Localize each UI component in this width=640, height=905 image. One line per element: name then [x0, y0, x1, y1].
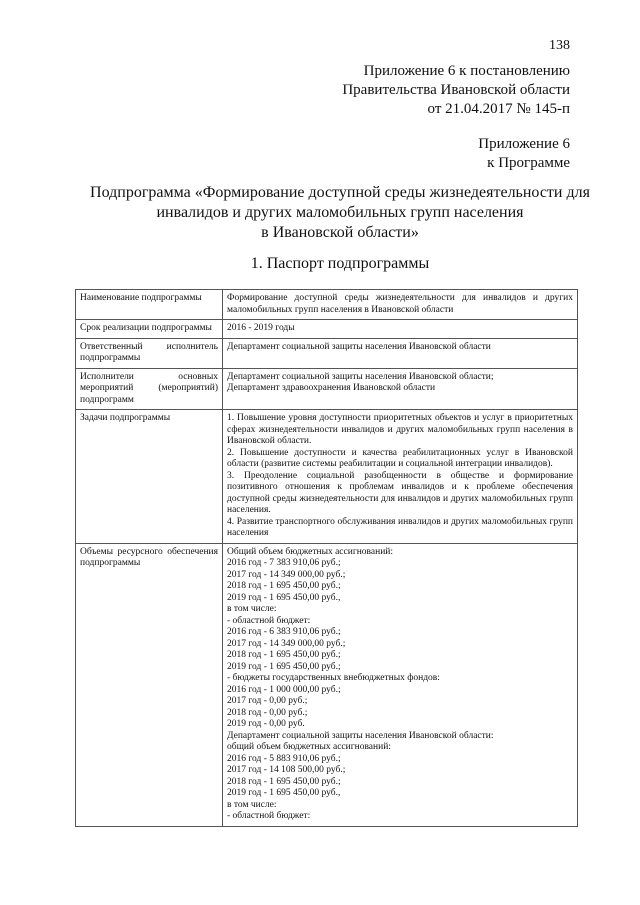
passport-row-label: Ответственный исполнитель подпрограммы: [76, 338, 223, 368]
passport-row-value: [223, 410, 578, 544]
passport-value-line: - бюджеты государственных внебюджетных фондов:: [227, 673, 440, 683]
passport-row-label: Срок реализации подпрограммы: [76, 320, 223, 339]
passport-row: [76, 290, 578, 320]
program-attachment: [478, 135, 570, 173]
passport-row-value: [223, 543, 578, 826]
passport-value-line: Общий объем бюджетных ассигнований:: [227, 546, 394, 557]
document-title: [60, 183, 620, 243]
passport-value-line: Формирование доступной среды жизнедеятельности для инвалидов и других маломобильных групп населения в Ивановской области: [227, 293, 573, 315]
passport-value-line: общий объем бюджетных ассигнований:: [227, 742, 391, 752]
passport-value-line: 1. Повышение уровня доступности приоритетных объектов и услуг в приоритетных сферах жизнедеятельности инвалидов и других маломобильных групп населения в Ивановской области.: [227, 413, 573, 446]
passport-value-line: 2. Повышение доступности и качества реабилитационных услуг в Ивановской области (развитие системы реабилитации и социальной интеграции инвалидов).: [227, 447, 573, 469]
passport-value-line: 2018 год - 1 695 450,00 руб.;: [227, 581, 341, 591]
attachment-header-line: Приложение 6 к постановлению: [363, 63, 570, 79]
passport-value-line: в том числе:: [227, 799, 277, 810]
passport-value-line: 2018 год - 1 695 450,00 руб.;: [227, 776, 341, 787]
passport-value-line: 3. Преодоление социальной разобщенности в обществе и формирование позитивного отношения к проблемам инвалидов и к проблеме обеспечения доступной среды жизнедеятельности для инвалидов и других маломобильных групп населения.: [227, 470, 573, 515]
passport-value-line: - областной бюджет:: [227, 811, 311, 821]
program-attachment-line: к Программе: [487, 155, 570, 171]
program-attachment-line: Приложение 6: [478, 136, 570, 152]
passport-value-line: 2017 год - 14 108 500,00 руб.;: [227, 765, 346, 775]
passport-value-line: - областной бюджет:: [227, 615, 311, 626]
passport-value-line: 2016 год - 5 883 910,06 руб.;: [227, 753, 341, 764]
title-line: инвалидов и других маломобильных групп населения: [156, 204, 524, 221]
passport-row-value: [223, 368, 578, 410]
passport-value-line: Департамент здравоохранения Ивановской области: [227, 383, 436, 393]
passport-row-value: [223, 338, 578, 368]
page-number: 138: [549, 38, 570, 53]
passport-value-line: 2017 год - 0,00 руб.;: [227, 696, 308, 706]
passport-row: [76, 543, 578, 826]
passport-value-line: 2016 год - 7 383 910,06 руб.;: [227, 558, 341, 568]
passport-value-line: Департамент социальной защиты населения Ивановской области: [227, 341, 491, 352]
passport-row: [76, 338, 578, 368]
passport-value-line: 2018 год - 1 695 450,00 руб.;: [227, 650, 341, 660]
passport-row: [76, 320, 578, 339]
passport-value-line: 2017 год - 14 349 000,00 руб.;: [227, 569, 346, 580]
passport-row: [76, 410, 578, 544]
passport-value-line: 2019 год - 0,00 руб.: [227, 719, 305, 729]
passport-value-line: 2016 - 2019 годы: [227, 323, 295, 333]
passport-row-label: Исполнители основных мероприятий (мероприятий) подпрограмм: [76, 368, 223, 410]
passport-row: [76, 368, 578, 410]
title-line: Подпрограмма «Формирование доступной среды жизнедеятельности для: [90, 184, 590, 201]
attachment-header: [342, 62, 570, 119]
passport-value-line: 2019 год - 1 695 450,00 руб.,: [227, 592, 341, 603]
passport-row-label: Наименование подпрограммы: [76, 290, 223, 320]
passport-table: [75, 289, 578, 827]
passport-value-line: 2019 год - 1 695 450,00 руб.,: [227, 788, 341, 798]
passport-value-line: Департамент социальной защиты населения Ивановской области;: [227, 371, 494, 382]
passport-value-line: 2018 год - 0,00 руб.;: [227, 707, 308, 718]
attachment-header-line: Правительства Ивановской области: [342, 82, 570, 98]
passport-value-line: 2017 год - 14 349 000,00 руб.;: [227, 638, 346, 649]
passport-row-label: Задачи подпрограммы: [76, 410, 223, 544]
passport-table-body: [76, 290, 578, 827]
passport-value-line: 4. Развитие транспортного обслуживания инвалидов и других маломобильных групп населения: [227, 516, 573, 538]
passport-value-line: Департамент социальной защиты населения Ивановской области:: [227, 730, 494, 741]
section-heading: 1. Паспорт подпрограммы: [250, 255, 430, 272]
attachment-header-line: от 21.04.2017 № 145-п: [427, 101, 570, 117]
passport-value-line: 2019 год - 1 695 450,00 руб.;: [227, 661, 341, 672]
title-line: в Ивановской области»: [261, 224, 419, 241]
passport-value-line: 2016 год - 6 383 910,06 руб.;: [227, 627, 341, 637]
passport-row-label: Объемы ресурсного обеспечения подпрограммы: [76, 543, 223, 826]
passport-value-line: 2016 год - 1 000 000,00 руб.;: [227, 684, 341, 695]
passport-row-value: [223, 320, 578, 339]
passport-row-value: [223, 290, 578, 320]
passport-value-line: в том числе:: [227, 604, 277, 614]
